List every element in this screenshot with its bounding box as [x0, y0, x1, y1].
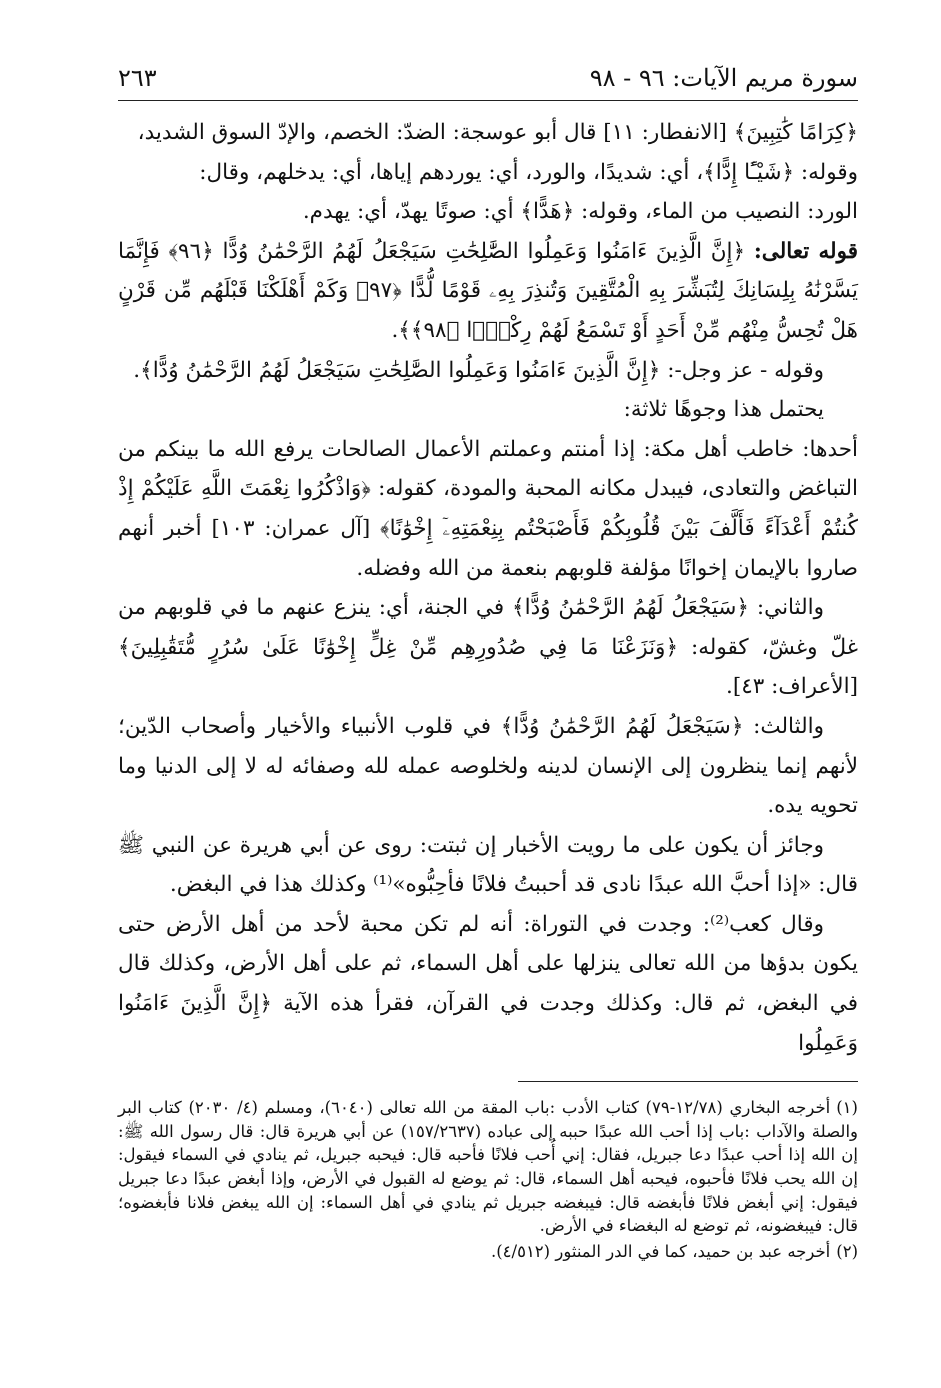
text-line: ﴿كِرَامًا كَٰتِبِينَ﴾ [الانفطار: ١١] قال أبو عوسجة: الضدّ: الخصم، والإدّ السوق الشديد، — [137, 120, 858, 145]
page — [118, 60, 858, 1265]
running-header — [118, 60, 858, 96]
paragraph: والثاني: ﴿سَيَجْعَلُ لَهُمُ الرَّحْمَٰنُ وُدًّا﴾ في الجنة، أي: ينزع عنهم ما في قلوبهم من غلّ وغشّ، كقوله: ﴿وَنَزَعْنَا مَا فِي صُدُورِهِم مِّنْ غِلٍّ إِخْوَٰنًا عَلَىٰ سُرُرٍ مُّتَقَٰبِلِينَ﴾ [الأعراف: ٤٣]. — [118, 595, 858, 700]
main-text — [118, 113, 858, 1063]
footnote-number: (٢) — [836, 1241, 858, 1261]
paragraph: والثالث: ﴿سَيَجْعَلُ لَهُمُ الرَّحْمَٰنُ وُدًّا﴾ في قلوب الأنبياء والأخيار وأصحاب الدّين؛ لأنهم إنما ينظرون إلى الإنسان لدينه ولخلوصه عمله لله وصفائه له لا إلى الدنيا وما تحويه يده. — [118, 713, 858, 819]
paragraph: أحدها: خاطب أهل مكة: إذا أمنتم وعملتم الأعمال الصالحات يرفع الله ما بينكم من التباغض والتعادى، فيبدل مكانه المحبة والمودة، كقوله: ﴿وَاذْكُرُوا نِعْمَتَ اللَّهِ عَلَيْكُمْ إِذْ كُنتُمْ أَعْدَآءً فَأَلَّفَ بَيْنَ قُلُوبِكُمْ فَأَصْبَحْتُم بِنِعْمَتِهِۦٓ إِخْوَٰنًا﴾ [آل عمران: ١٠٣] أخبر أنهم صاروا بالإيمان إخوانًا مؤلفة قلوبهم بنعمة من الله وفضله. — [118, 436, 858, 581]
footnote — [118, 1240, 858, 1264]
header-title: سورة مريم الآيات: ٩٦ - ٩٨ — [589, 64, 858, 92]
footnote-number: (١) — [836, 1098, 858, 1118]
paragraph: وقوله - عز وجل-: ﴿إِنَّ الَّذِينَ ءَامَنُوا وَعَمِلُوا الصَّٰلِحَٰتِ سَيَجْعَلُ لَهُمُ الرَّحْمَٰنُ وُدًّا﴾. — [133, 357, 824, 383]
paragraph: يحتمل هذا وجوهًا ثلاثة: — [623, 397, 824, 423]
footnote-text: أخرجه عبد بن حميد، كما في الدر المنثور (٤/٥١٢). — [490, 1241, 831, 1261]
footnotes — [118, 1096, 858, 1263]
page-number: ٢٦٣ — [118, 64, 157, 92]
paragraph: وجائز أن يكون على ما رويت الأخبار إن ثبتت: روى عن أبي هريرة عن النبي ﷺ قال: «إذا أحبَّ الله عبدًا نادى قد أحببتُ فلانًا فأحِبُّوه»⁽¹⁾ وكذلك هذا في البغض. — [118, 832, 858, 898]
verse-block — [118, 232, 858, 351]
header-divider — [118, 100, 858, 101]
footnote — [118, 1096, 858, 1238]
paragraph: وقال كعب⁽²⁾: وجدت في التوراة: أنه لم تكن محبة لأحد من أهل الأرض حتى يكون بدؤها من الله تعالى ينزلها على أهل السماء، ثم على أهل الأرض، وكذلك قال في البغض، ثم قال: وكذلك وجدت في القرآن، فقرأ هذه الآية ﴿إِنَّ الَّذِينَ ءَامَنُوا وَعَمِلُوا — [118, 911, 858, 1056]
text-line: الورد: النصيب من الماء، وقوله: ﴿هَدًّا﴾ أي: صوتًا يهدّ، أي: يهدم. — [302, 199, 858, 225]
footnote-divider — [518, 1081, 858, 1082]
verse-label: قوله تعالى: — [753, 238, 858, 264]
verse-text: ﴿إِنَّ الَّذِينَ ءَامَنُوا وَعَمِلُوا الصَّٰلِحَٰتِ سَيَجْعَلُ لَهُمُ الرَّحْمَٰنُ وُدًّا ﴿٩٦﴾ فَإِنَّمَا يَسَّرْنَٰهُ بِلِسَانِكَ لِتُبَشِّرَ بِهِ الْمُتَّقِينَ وَتُنذِرَ بِهِۦ قَوْمًا لُّدًّا ﴿٩٧﴾ وَكَمْ أَهْلَكْنَا قَبْلَهُم مِّن قَرْنٍ هَلْ تُحِسُّ مِنْهُم مِّنْ أَحَدٍ أَوْ تَسْمَعُ لَهُمْ رِكْزًۢا ﴿٩٨﴾﴾. — [118, 238, 858, 343]
text-line: وقوله: ﴿شَيْـًٔا إِدًّا﴾، أي: شديدًا، والورد، أي: يوردهم إياها، أي: يدخلهم، وقال: — [199, 159, 858, 185]
footnote-text: أخرجه البخاري (١٢/٧٨-٧٩) كتاب الأدب :باب المقة من الله تعالى (٦٠٤٠)، ومسلم (٤/ ٢٠٣٠) كتاب البر والصلة والآداب :باب إذا أحب الله عبدًا حببه إلى عباده (١٥٧/٢٦٣٧) عن أبي هريرة قال: قال رسول الله ﷺ: إن الله إذا أحب عبدًا دعا جبريل، فقال: إني أُحب فلانًا فأحبه قال: فيحبه جبريل، ثم ينادي في السماء فيقول: إن الله يحب فلانًا فأحبوه، فيحبه أهل السماء، قال: ثم يوضع له القبول في الأرض، وإذا أبغض عبدًا دعا جبريل فيقول: إني أبغض فلانًا فأبغضه قال: فيبغضه جبريل ثم ينادي في أهل السماء: إن الله يبغض فلانا فأبغضوه؛ قال: فيبغضونه، ثم توضع له البغضاء في الأرض. — [118, 1098, 858, 1236]
